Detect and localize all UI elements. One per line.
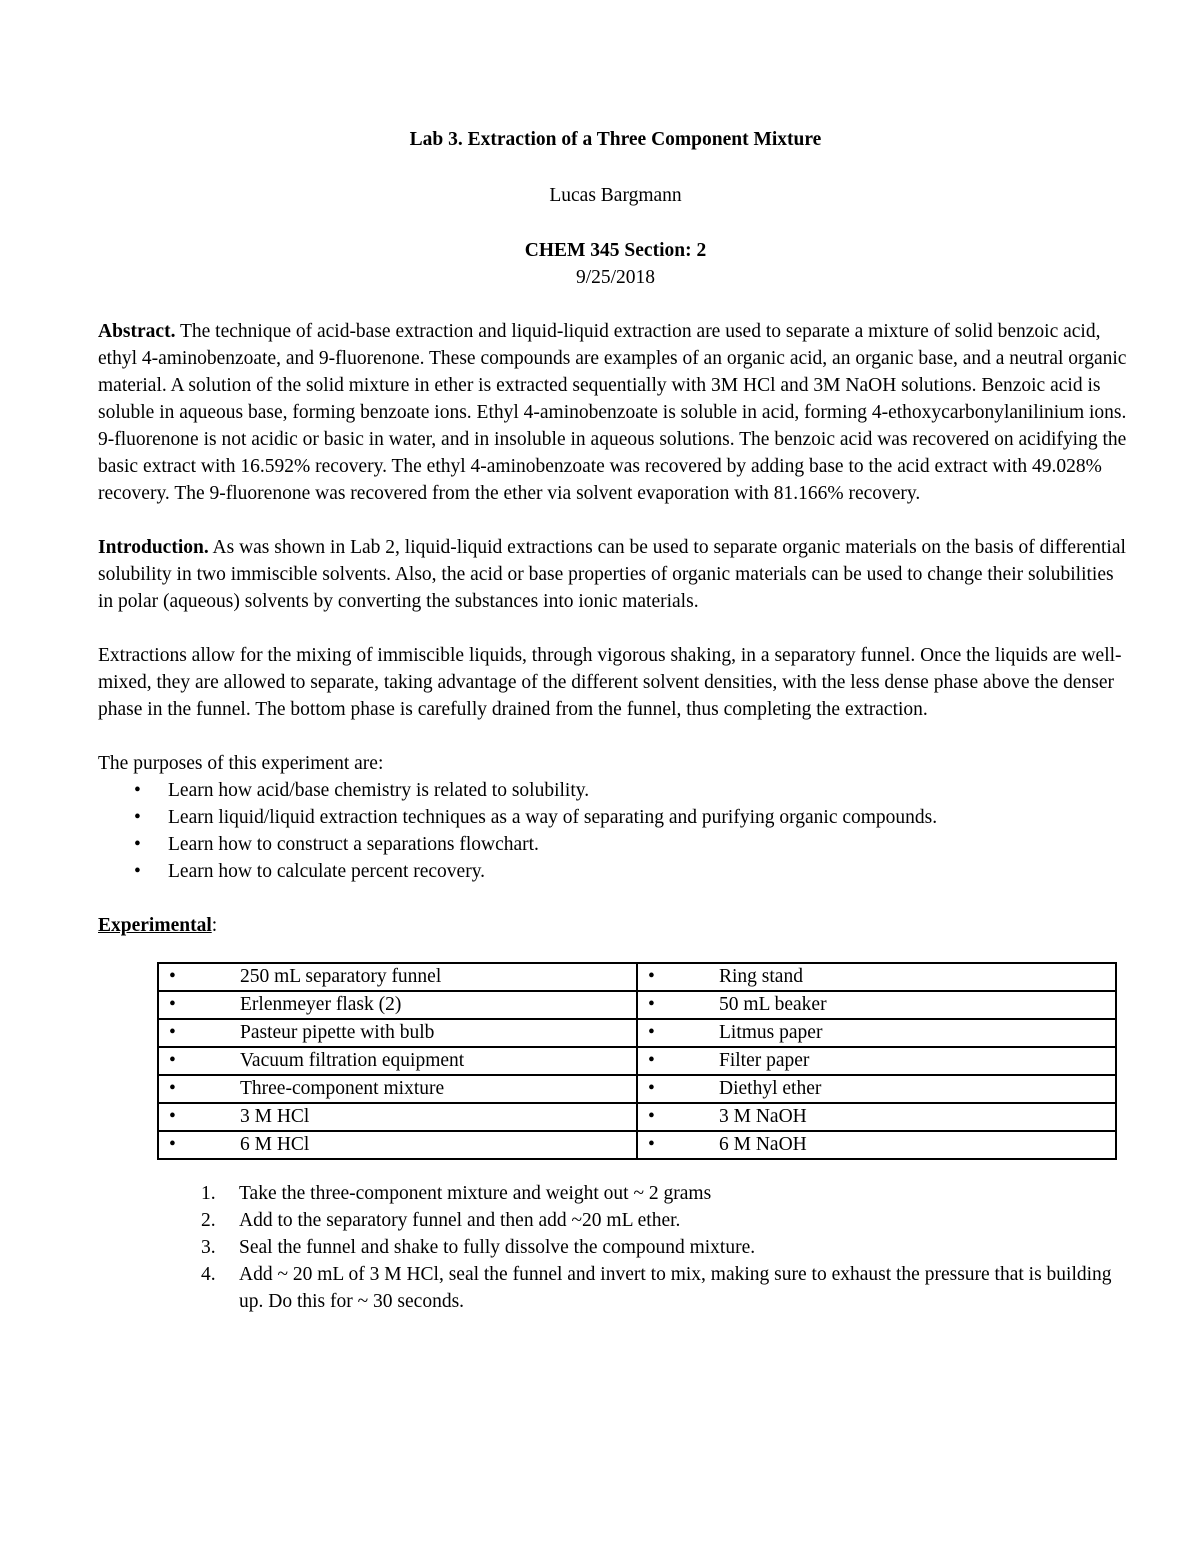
document-page [98,126,1133,1315]
step-text: Add ~ 20 mL of 3 M HCl, seal the funnel and invert to mix, making sure to exhaust the pressure that is building up. Do this for ~ 30 seconds. [239,1264,1112,1312]
abstract-paragraph [98,318,1133,507]
bullet-icon: • [169,1134,176,1155]
table-cell: • 250 mL separatory funnel [158,963,637,991]
list-item [98,1207,1133,1234]
bullet-icon: • [648,1078,655,1099]
table-cell: • 3 M NaOH [637,1103,1116,1131]
table-cell: • 6 M NaOH [637,1131,1116,1159]
table-row [158,1047,1116,1075]
bullet-icon: • [169,994,176,1015]
table-cell: • Three-component mixture [158,1075,637,1103]
table-cell: • Erlenmeyer flask (2) [158,991,637,1019]
table-cell: • 6 M HCl [158,1131,637,1159]
bullet-icon: • [134,861,141,882]
procedure-steps [98,1180,1133,1315]
list-item: • Learn how to construct a separations flowchart. [98,831,1133,858]
list-item: • Learn liquid/liquid extraction techniques as a way of separating and purifying organic compounds. [98,804,1133,831]
bullet-icon: • [648,1050,655,1071]
list-item [98,1261,1133,1315]
bullet-icon: • [134,834,141,855]
introduction-paragraph [98,534,1133,615]
table-cell: • 3 M HCl [158,1103,637,1131]
table-row [158,1103,1116,1131]
abstract-text: The technique of acid-base extraction and liquid-liquid extraction are used to separate a mixture of solid benzoic acid, ethyl 4-aminobenzoate, and 9-fluorenone. These compounds are examples of an organic acid, an organic base, and a neutral organic material. A solution of the solid mixture in ether is extracted sequentially with 3M HCl and 3M NaOH solutions. Benzoic acid is soluble in aqueous base, forming benzoate ions. Ethyl 4-aminobenzoate is soluble in acid, forming 4-ethoxycarbonylanilinium ions. 9-fluorenone is not acidic or basic in water, and in insoluble in aqueous solutions. The benzoic acid was recovered on acidifying the basic extract with 16.592% recovery. The ethyl 4-aminobenzoate was recovered by adding base to the acid extract with 49.028% recovery. The 9-fluorenone was recovered from the ether via solvent evaporation with 81.166% recovery. [98,321,1127,504]
list-item [98,1234,1133,1261]
step-text: Take the three-component mixture and weight out ~ 2 grams [239,1183,712,1204]
report-date: 9/25/2018 [575,267,656,288]
document-title: Lab 3. Extraction of a Three Component Mixture [409,129,822,150]
abstract-label: Abstract. [98,321,176,342]
course-section: CHEM 345 Section: 2 [524,240,707,261]
bullet-icon: • [134,780,141,801]
introduction-label: Introduction. [98,537,209,558]
step-number: 2. [201,1210,216,1231]
bullet-icon: • [169,1022,176,1043]
step-text: Add to the separatory funnel and then add ~20 mL ether. [239,1210,681,1231]
list-item: • Learn how to calculate percent recovery. [98,858,1133,885]
bullet-icon: • [648,1134,655,1155]
materials-table [157,962,1117,1160]
bullet-icon: • [134,807,141,828]
table-cell: • 50 mL beaker [637,991,1116,1019]
purposes-intro: The purposes of this experiment are: [98,753,384,774]
table-cell: • Litmus paper [637,1019,1116,1047]
bullet-icon: • [169,1078,176,1099]
table-row [158,1019,1116,1047]
table-cell: • Pasteur pipette with bulb [158,1019,637,1047]
bullet-icon: • [169,1106,176,1127]
bullet-icon: • [169,966,176,987]
table-cell: • Diethyl ether [637,1075,1116,1103]
list-item [98,1180,1133,1207]
step-number: 4. [201,1264,216,1285]
table-row [158,1131,1116,1159]
table-row [158,1075,1116,1103]
experimental-colon: : [211,915,218,936]
table-cell: • Ring stand [637,963,1116,991]
experimental-heading: Experimental [98,915,212,936]
experimental-heading-line [98,912,1133,939]
table-cell: • Vacuum filtration equipment [158,1047,637,1075]
extractions-paragraph: Extractions allow for the mixing of immiscible liquids, through vigorous shaking, in a separatory funnel. Once the liquids are well-mixed, they are allowed to separate, taking advantage of the different solvent densities, with the less dense phase above the denser phase in the funnel. The bottom phase is carefully drained from the funnel, thus completing the extraction. [98,645,1122,720]
bullet-icon: • [648,1022,655,1043]
author-name: Lucas Bargmann [549,185,682,206]
step-number: 3. [201,1237,216,1258]
table-row [158,963,1116,991]
list-item: • Learn how acid/base chemistry is related to solubility. [98,777,1133,804]
bullet-icon: • [648,1106,655,1127]
step-number: 1. [201,1183,216,1204]
introduction-text: As was shown in Lab 2, liquid-liquid extractions can be used to separate organic materials on the basis of differential solubility in two immiscible solvents. Also, the acid or base properties of organic materials can be used to change their solubilities in polar (aqueous) solvents by converting the substances into ionic materials. [98,537,1126,612]
step-text: Seal the funnel and shake to fully dissolve the compound mixture. [239,1237,756,1258]
table-row [158,991,1116,1019]
table-cell: • Filter paper [637,1047,1116,1075]
bullet-icon: • [648,966,655,987]
purposes-list [98,777,1133,885]
bullet-icon: • [648,994,655,1015]
bullet-icon: • [169,1050,176,1071]
